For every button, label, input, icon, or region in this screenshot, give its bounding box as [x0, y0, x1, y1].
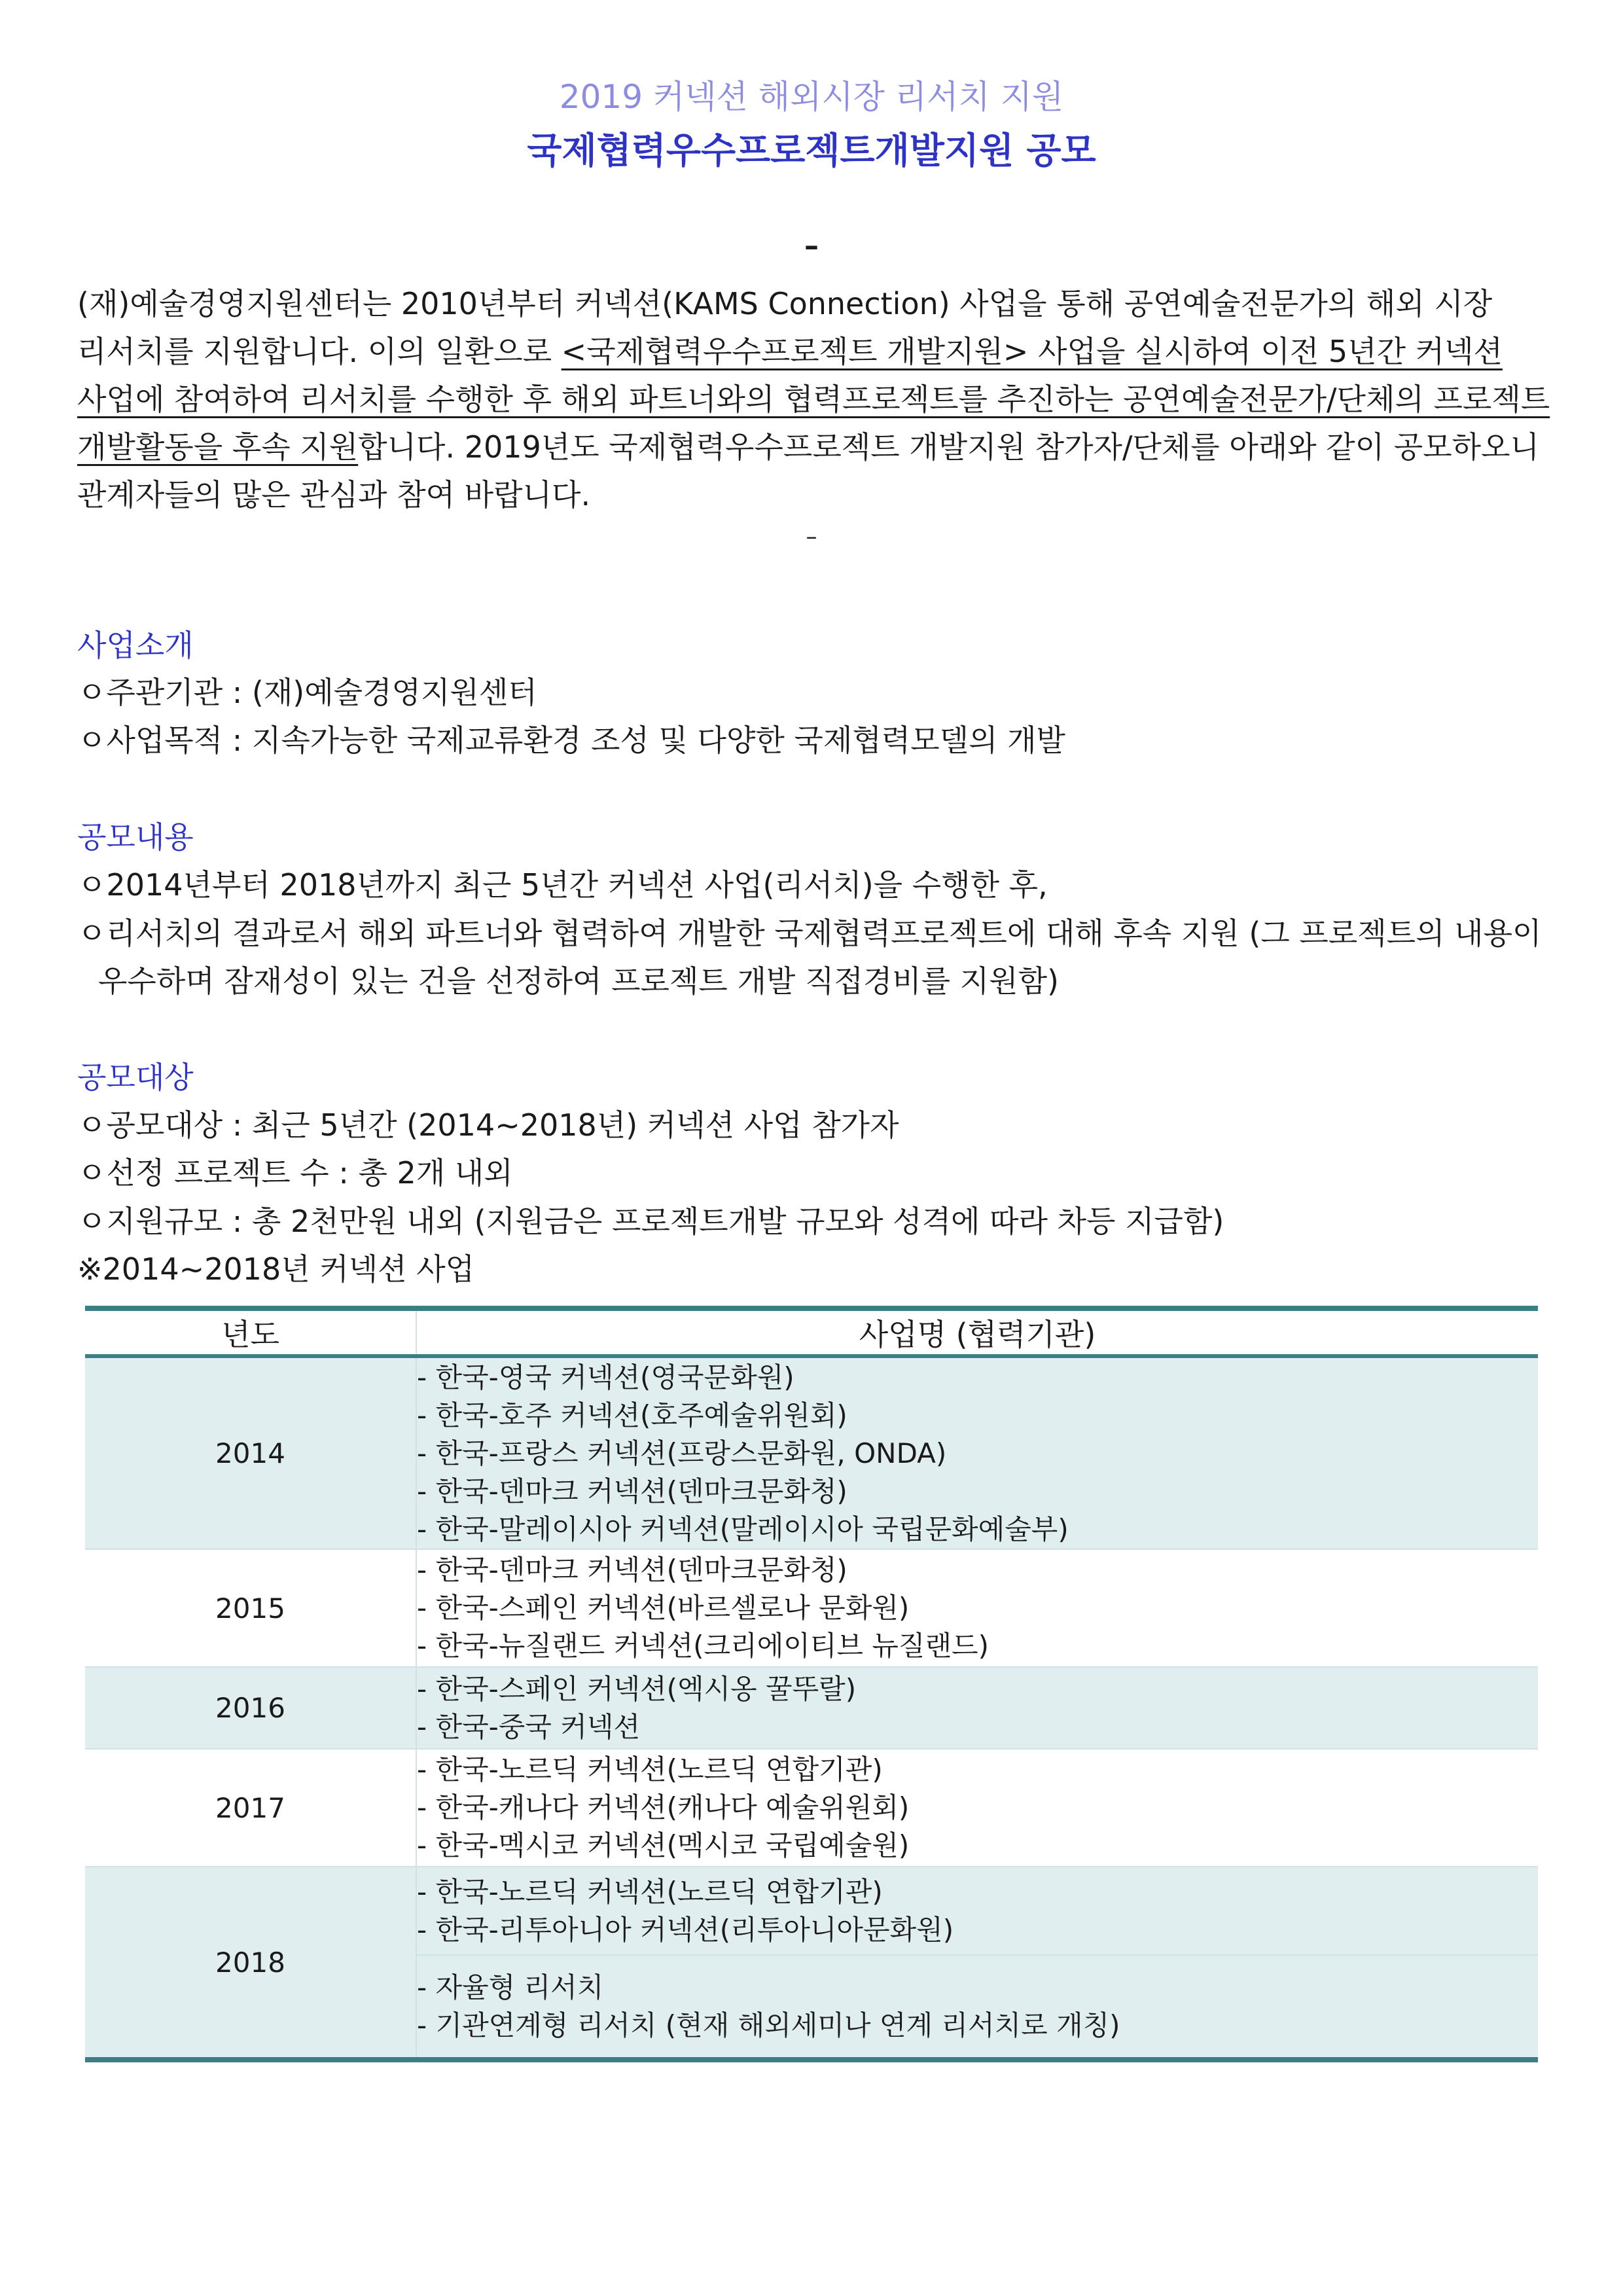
- table-row: [85, 1749, 1538, 1867]
- intro-line-2: 리서치를 지원합니다. 이의 일환으로 <국제협력우수프로젝트 개발지원> 사업을 실시하여 이전 5년간 커넥션: [77, 334, 1503, 369]
- column-header-project: 사업명 (협력기관): [416, 1308, 1538, 1356]
- project-cell: - 한국-영국 커넥션(영국문화원) - 한국-호주 커넥션(호주예술위원회) - 한국-프랑스 커넥션(프랑스문화원, ONDA) - 한국-덴마크 커넥션(덴마크문화청) - 한국-말레이시아 커넥션(말레이시아 국립문화예술부): [416, 1356, 1538, 1549]
- table-row: [85, 1867, 1538, 1955]
- year-cell: 2016: [85, 1667, 416, 1749]
- intro-highlight-2: 개발활동을 후속 지원: [77, 429, 359, 465]
- list-item: ㅇ리서치의 결과로서 해외 파트너와 협력하여 개발한 국제협력프로젝트에 대해 후속 지원 (그 프로젝트의 내용이: [77, 916, 1542, 951]
- year-cell: 2015: [85, 1549, 416, 1667]
- table-row: [85, 1667, 1538, 1749]
- year-cell: 2018: [85, 1867, 416, 2060]
- list-item: ㅇ2014년부터 2018년까지 최근 5년간 커넥션 사업(리서치)을 수행한 후,: [77, 867, 1048, 903]
- intro-line-1: (재)예술경영지원센터는 2010년부터 커넥션(KAMS Connection) 사업을 통해 공연예술전문가의 해외 시장: [77, 286, 1493, 321]
- table-row: [85, 1549, 1538, 1667]
- intro-highlight-1: <국제협력우수프로젝트 개발지원> 사업을 실시하여 이전 5년간 커넥션: [561, 334, 1503, 369]
- project-cell: - 한국-덴마크 커넥션(덴마크문화청) - 한국-스페인 커넥션(바르셀로나 문화원) - 한국-뉴질랜드 커넥션(크리에이티브 뉴질랜드): [416, 1549, 1538, 1667]
- list-item: ㅇ주관기관 : (재)예술경영지원센터: [77, 675, 537, 710]
- section-heading-target: 공모대상: [77, 1060, 194, 1095]
- year-cell: 2014: [85, 1356, 416, 1549]
- table-header-row: [85, 1308, 1538, 1356]
- section-heading-intro: 사업소개: [77, 628, 194, 663]
- table-caption: ※2014~2018년 커넥션 사업: [77, 1251, 475, 1287]
- separator-bottom: –: [806, 524, 817, 550]
- intro-line-3: 사업에 참여하여 리서치를 수행한 후 해외 파트너와의 협력프로젝트를 추진하는 공연예술전문가/단체의 프로젝트: [77, 382, 1550, 417]
- project-cell: - 한국-노르딕 커넥션(노르딕 연합기관) - 한국-캐나다 커넥션(캐나다 예술위원회) - 한국-멕시코 커넥션(멕시코 국립예술원): [416, 1749, 1538, 1867]
- project-cell: - 한국-스페인 커넥션(엑시옹 꿀뚜랄) - 한국-중국 커넥션: [416, 1667, 1538, 1749]
- separator-top: –: [804, 229, 819, 262]
- connection-projects-table: [85, 1306, 1538, 2062]
- year-cell: 2017: [85, 1749, 416, 1867]
- list-item: ㅇ지원규모 : 총 2천만원 내외 (지원금은 프로젝트개발 규모와 성격에 따라 차등 지급함): [77, 1204, 1224, 1239]
- intro-line-4: 개발활동을 후속 지원합니다. 2019년도 국제협력우수프로젝트 개발지원 참가자/단체를 아래와 같이 공모하오니: [77, 429, 1539, 465]
- project-cell: - 한국-노르딕 커넥션(노르딕 연합기관) - 한국-리투아니아 커넥션(리투아니아문화원): [416, 1867, 1538, 1955]
- list-item: ㅇ선정 프로젝트 수 : 총 2개 내외: [77, 1155, 513, 1191]
- intro-line-5: 관계자들의 많은 관심과 참여 바랍니다.: [77, 477, 591, 512]
- intro-paragraph: [77, 280, 1550, 519]
- table-row: [85, 1356, 1538, 1549]
- document-title: 국제협력우수프로젝트개발지원 공모: [527, 130, 1096, 171]
- list-item: ㅇ사업목적 : 지속가능한 국제교류환경 조성 및 다양한 국제협력모델의 개발: [77, 723, 1065, 758]
- list-item-continuation: 우수하며 잠재성이 있는 건을 선정하여 프로젝트 개발 직접경비를 지원함): [98, 963, 1060, 999]
- document-subtitle: 2019 커넥션 해외시장 리서치 지원: [559, 78, 1064, 116]
- section-heading-content: 공모내용: [77, 819, 194, 855]
- column-header-year: 년도: [85, 1308, 416, 1356]
- list-item: ㅇ공모대상 : 최근 5년간 (2014~2018년) 커넥션 사업 참가자: [77, 1107, 899, 1143]
- project-cell: - 자율형 리서치 - 기관연계형 리서치 (현재 해외세미나 연계 리서치로 개칭): [416, 1955, 1538, 2060]
